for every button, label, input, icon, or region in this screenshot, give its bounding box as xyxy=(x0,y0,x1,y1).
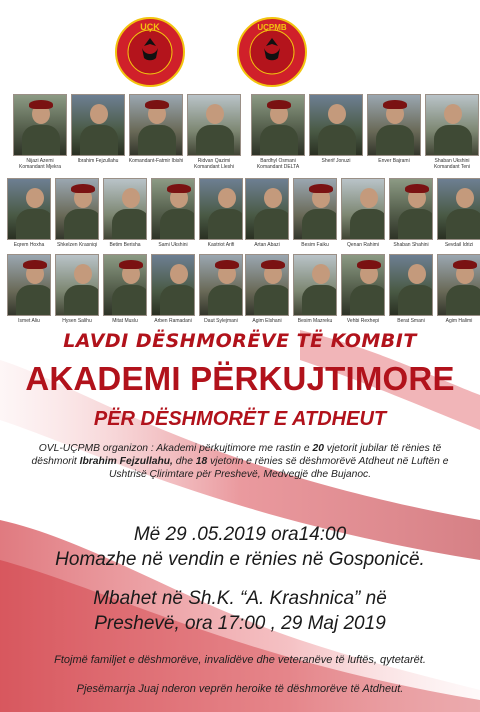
martyr-card xyxy=(340,178,386,248)
martyr-photo xyxy=(293,254,337,316)
event2-time: Preshevë, ora 17:00 , 29 Maj 2019 xyxy=(94,613,386,634)
intro-p4: vjetorin e rënies së dëshmorëvë Atdheut në Luftën e Ushtrisë Çlirimtare për Preshevë, Medvegjë dhe Bujanoc. xyxy=(108,456,449,480)
martyr-card xyxy=(366,94,422,164)
martyr-name: Shkelzen Krasniqi xyxy=(56,242,98,248)
uck-logo-icon xyxy=(114,16,186,88)
martyr-card xyxy=(308,94,364,164)
martyr-card xyxy=(292,254,338,324)
martyr-photo xyxy=(245,254,289,316)
martyr-photo xyxy=(341,178,385,240)
martyr-card xyxy=(6,178,52,248)
martyr-name: Hysen Salihu xyxy=(62,318,92,324)
martyr-name: Komandant-Fatmir Ibishi xyxy=(128,158,184,164)
martyr-name: Sherif Jonuzi xyxy=(321,158,351,164)
martyr-photo xyxy=(367,94,421,156)
martyr-name: Besim Faiku xyxy=(301,242,329,248)
intro-p1: OVL-UÇPMB organizon : Akademi përkujtimore me rastin e xyxy=(38,443,313,454)
martyr-photo xyxy=(437,254,480,316)
martyr-name: Arben Ramadani xyxy=(154,318,192,324)
martyr-photo xyxy=(199,254,243,316)
intro-years-bold: 20 xyxy=(312,443,324,454)
martyr-card xyxy=(54,178,100,248)
martyr-card xyxy=(424,94,480,170)
headline-akademi: AKADEMI PËRKUJTIMORE xyxy=(25,360,455,397)
martyr-photo xyxy=(7,178,51,240)
martyr-name: Vehbi Rexhepi xyxy=(346,318,380,324)
martyr-name: Nijazi Azemi Komandant Mjekra xyxy=(19,158,61,170)
martyr-card xyxy=(70,94,126,164)
martyr-name: Shaban Ukshini Komandant Teni xyxy=(433,158,471,170)
martyr-photo xyxy=(103,254,147,316)
martyr-name: Besim Mazreku xyxy=(297,318,333,324)
martyr-card xyxy=(250,94,306,170)
martyr-card xyxy=(388,178,434,248)
martyr-name: Qenan Rahimi xyxy=(347,242,379,248)
martyr-name: Kastriot Arifi xyxy=(207,242,235,248)
headline-deshmoret: PËR DËSHMORËT E ATDHEUT xyxy=(93,408,387,430)
martyr-name: Betim Berisha xyxy=(109,242,141,248)
martyr-photo xyxy=(425,94,479,156)
event1-place: Homazhe në vendin e rënies në Gosponicë. xyxy=(55,549,425,570)
martyr-name: Ibrahim Fejzullahu xyxy=(77,158,119,164)
uck-top-text: UÇK xyxy=(140,22,160,32)
event1-date: Më 29 .05.2019 ora14:00 xyxy=(133,524,347,545)
martyr-name: Agim Elshani xyxy=(252,318,282,324)
martyr-photo xyxy=(55,178,99,240)
martyr-photo xyxy=(71,94,125,156)
martyr-card xyxy=(128,94,184,164)
martyr-photo xyxy=(187,94,241,156)
martyr-card xyxy=(6,254,52,324)
martyr-card xyxy=(244,254,290,324)
ucpmb-top-text: UÇPMB xyxy=(257,23,287,32)
martyr-name: Artan Abazi xyxy=(254,242,280,248)
martyr-photo xyxy=(103,178,147,240)
martyr-photo xyxy=(151,254,195,316)
martyr-photo xyxy=(199,178,243,240)
martyr-card xyxy=(186,94,242,170)
martyr-card xyxy=(150,178,196,248)
event2-venue: Mbahet në Sh.K. “A. Krashnica” në xyxy=(93,588,387,609)
martyr-card xyxy=(102,254,148,324)
martyr-photo xyxy=(245,178,289,240)
footer-closing: Pjesëmarrja Juaj nderon veprën heroike të dëshmorëve të Atdheut. xyxy=(76,683,404,695)
martyr-name: Mitat Muslu xyxy=(112,318,138,324)
intro-p2: vjetorit jubilar të rënies të dëshmorit xyxy=(31,443,442,467)
martyr-card xyxy=(12,94,68,170)
martyr-photo xyxy=(7,254,51,316)
martyr-name: Ridvan Qazimi Komandant Lleshi xyxy=(193,158,235,170)
intro-name-bold: Ibrahim Fejzullahu, xyxy=(79,456,173,467)
headline-lavdi: LAVDI DËSHMORËVE TË KOMBIT xyxy=(63,330,417,352)
martyr-photo xyxy=(293,178,337,240)
martyr-photo xyxy=(341,254,385,316)
martyr-name: Shaban Shahini xyxy=(393,242,429,248)
intro-paragraph xyxy=(26,442,454,481)
martyr-photo xyxy=(129,94,183,156)
martyr-card xyxy=(198,178,244,248)
martyr-card xyxy=(388,254,434,324)
martyr-name: Sami Ukshini xyxy=(158,242,188,248)
martyr-card xyxy=(436,178,480,248)
martyr-card xyxy=(54,254,100,324)
intro-18-bold: 18 xyxy=(195,456,208,467)
martyr-name: Agim Halimi xyxy=(445,318,473,324)
martyr-name: Sevdail Idrizi xyxy=(444,242,474,248)
martyr-photo xyxy=(309,94,363,156)
martyr-card xyxy=(150,254,196,324)
martyr-photo xyxy=(13,94,67,156)
martyr-card xyxy=(340,254,386,324)
martyr-photo xyxy=(55,254,99,316)
martyr-card xyxy=(436,254,480,324)
martyr-name: Ismet Aliu xyxy=(18,318,40,324)
martyr-card xyxy=(292,178,338,248)
martyr-photo xyxy=(389,178,433,240)
footer-invitation: Ftojmë familjet e dëshmorëve, invalidëve dhe veteranëve të luftës, qytetarët. xyxy=(54,654,426,666)
martyr-card xyxy=(244,178,290,248)
ucpmb-logo-icon xyxy=(236,16,308,88)
martyr-name: Berat Smani xyxy=(397,318,425,324)
martyr-name: Enver Bajrami xyxy=(378,158,410,164)
martyr-photo xyxy=(151,178,195,240)
martyr-name: Daut Sylejmani xyxy=(204,318,238,324)
martyr-card xyxy=(102,178,148,248)
martyr-photo xyxy=(437,178,480,240)
martyr-name: Bardhyl Osmani Komandant DELTA xyxy=(256,158,300,170)
intro-p3: dhe xyxy=(172,456,196,467)
martyr-photo xyxy=(389,254,433,316)
martyr-card xyxy=(198,254,244,324)
martyr-name: Eqrem Hoxha xyxy=(13,242,45,248)
martyr-photo xyxy=(251,94,305,156)
